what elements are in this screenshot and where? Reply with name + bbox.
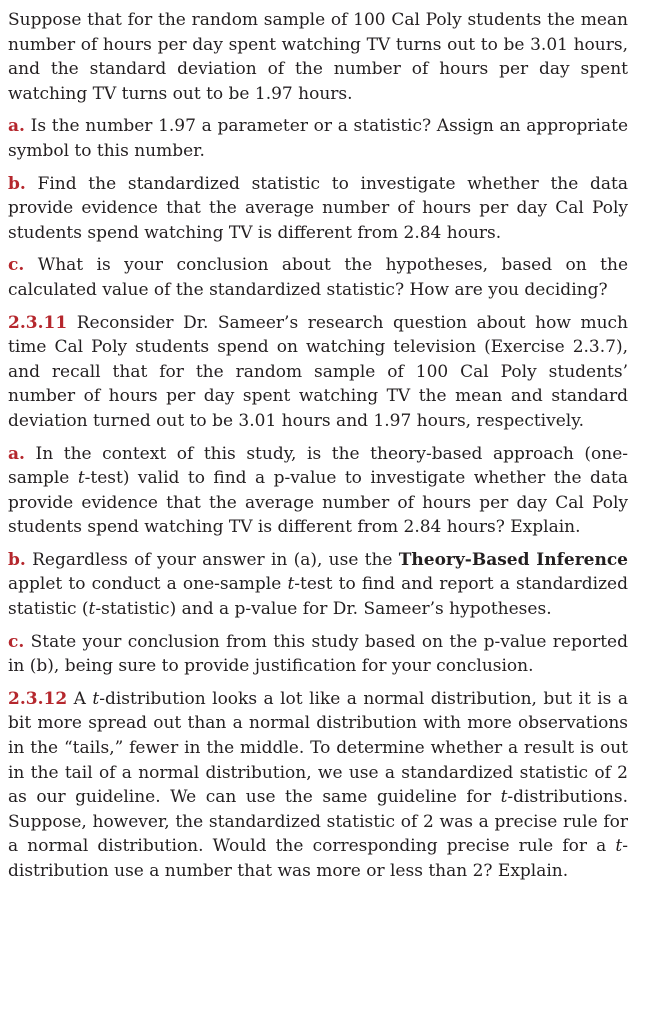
t-symbol: t [88,599,96,620]
question-b [8,172,628,246]
applet-name: Theory-Based Inference [398,549,628,570]
exercise-2-3-11-c-text: State your conclusion from this study based on the p-value reported in (b), being sure to provide justification for your conclusion. [8,631,628,677]
t-symbol: t [500,787,508,808]
question-b-text: Find the standardized statistic to investigate whether the data provide evidence that the average number of hours per day Cal Poly students spend watching TV is different from 2.84 hours. [8,173,628,243]
exercise-2-3-11-a-pre: In the context of this study, is the theory-based approach (one-sample [8,443,629,489]
exercise-2-3-11-b-post: -statistic) and a p-value for Dr. Sameer’s hypotheses. [95,599,552,620]
question-b-label: b. [8,173,26,194]
exercise-2-3-11-b-mid2: -test to find and report a standardized statistic ( [8,574,628,620]
exercise-2-3-11-a [8,442,628,540]
intro-paragraph [8,8,628,106]
question-a-text: Is the number 1.97 a parameter or a statistic? Assign an appropriate symbol to this number. [8,116,629,161]
exercise-2-3-11-b [8,548,628,622]
question-a [8,114,628,163]
exercise-2-3-11-b-mid1: applet to conduct a one-sample [8,574,288,595]
exercise-2-3-12-post: -distribution use a number that was more or less than 2? Explain. [8,836,628,881]
exercise-2-3-11-number: 2.3.11 [8,312,68,333]
exercise-2-3-11 [8,311,628,434]
exercise-2-3-12-mid1: -distribution looks a lot like a normal distribution, but it is a bit more spread out than a normal distribution with more observations in the “tails,” fewer in the middle. To determine whether a result is out in the tail of a normal distribution, we use a standardized statistic of 2 as our guideline. We can use the same guideline for [8,688,628,808]
exercise-2-3-11-c [8,630,628,679]
t-symbol: t [77,468,85,489]
intro-text: Suppose that for the random sample of 100 Cal Poly students the mean number of hours per day spent watching TV turns out to be 3.01 hours, and the standard deviation of the number of hours per day spent watching TV turns out to be 1.97 hours. [8,10,628,104]
exercise-2-3-12-pre: A [73,688,93,709]
exercise-2-3-12 [8,687,628,884]
exercise-2-3-11-a-label: a. [8,443,25,464]
exercise-2-3-11-b-label: b. [8,549,26,570]
question-c-text: What is your conclusion about the hypotheses, based on the calculated value of the standardized statistic? How are you deciding? [8,255,629,300]
question-a-label: a. [8,116,25,137]
t-symbol: t [92,688,100,709]
t-symbol: t [615,836,623,857]
question-c [8,253,628,302]
exercise-2-3-11-text: Reconsider Dr. Sameer’s research question about how much time Cal Poly students spend on watching television (Exercise 2.3.7), and recall that for the random sample of 100 Cal Poly students’ number of hours per day spent watching TV the mean and standard deviation turned out to be 3.01 hours and 1.97 hours, respectively. [8,312,628,431]
question-c-label: c. [8,255,25,276]
t-symbol: t [287,574,295,595]
exercise-2-3-11-b-pre: Regardless of your answer in (a), use the [32,549,399,570]
exercise-2-3-12-number: 2.3.12 [8,688,68,709]
exercise-2-3-11-a-post: -test) valid to find a p-value to investigate whether the data provide evidence that the average number of hours per day Cal Poly students spend watching TV is different from 2.84 hours? Explain. [8,468,628,538]
exercise-2-3-12-mid2: -distributions. Suppose, however, the standardized statistic of 2 was a precise rule for a normal distribution. Would the corresponding precise rule for a [8,787,628,857]
exercise-2-3-11-c-label: c. [8,631,25,652]
